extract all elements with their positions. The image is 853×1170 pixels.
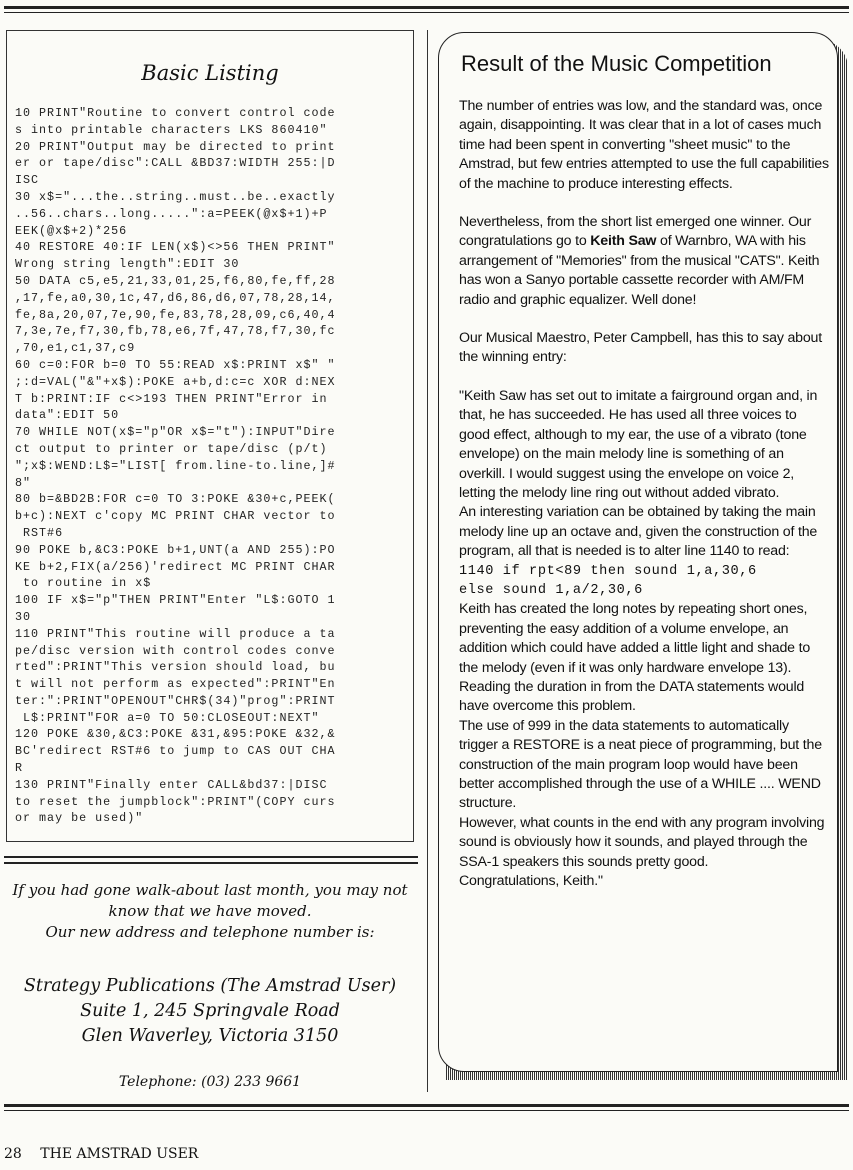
address-line-3: Glen Waverley, Victoria 3150 (81, 1026, 339, 1046)
address-line-1: Strategy Publications (The Amstrad User) (23, 976, 397, 996)
moved-line-2: know that we have moved. (108, 902, 312, 920)
winner-name: Keith Saw (590, 233, 657, 250)
page-footer (4, 1146, 198, 1162)
code-line-2: else sound 1,a/2,30,6 (459, 582, 643, 598)
address-line-2: Suite 1, 245 Springvale Road (80, 1001, 340, 1021)
basic-listing-box (6, 30, 414, 842)
separator-rule-1 (4, 856, 418, 858)
paragraph-1: The number of entries was low, and the standard was, once again, disappointing. It was clear that in a lot of cases much time had been spent in converting "sheet music" to the Amstrad, but few entries attempted to use the full capabilities of the machine to produce interesting effects. (459, 98, 829, 192)
page-number: 28 (4, 1146, 22, 1162)
code-line-1: 1140 if rpt<89 then sound 1,a,30,6 (459, 563, 757, 579)
paragraph-9: Congratulations, Keith." (459, 873, 603, 890)
article-title: Result of the Music Competition (461, 51, 772, 76)
bottom-rule-thin (4, 1110, 849, 1111)
column-divider (427, 30, 428, 1092)
listing-title: Basic Listing (141, 61, 279, 85)
moved-line-3: Our new address and telephone number is: (45, 923, 375, 941)
top-rule-thin (4, 12, 849, 13)
paragraph-3: Our Musical Maestro, Peter Campbell, has this to say about the winning entry: (459, 330, 822, 366)
paragraph-5: An interesting variation can be obtained by taking the main melody line up an octave and, given the construction of the program, all that is needed is to alter line 1140 to read: (459, 504, 818, 560)
article-body (459, 97, 831, 891)
top-rule (4, 6, 849, 9)
moved-notice (10, 880, 410, 943)
address-block (10, 974, 410, 1049)
paragraph-4: "Keith Saw has set out to imitate a fairground organ and, in that, he has succeeded. He has used all three voices to good effect, although to my ear, the use of a vibrato (tone envelope) on the main melody line is something of an overkill. I would suggest using the envelope on voice 2, letting the melody line ring out without added vibrato. (459, 387, 818, 501)
separator-rule-2 (4, 862, 418, 864)
basic-code-listing: 10 PRINT"Routine to convert control code s into printable characters LKS 860410" 20 PRINT"Output may be directed to print er or tape/disc":CALL &BD37:WIDTH 255:|D ISC 30 x$="...the..string..must..be..exactly ..56..chars..long.....":a=PEEK(@x$+1)+P EEK(@x$+2)*256 40 RESTORE 40:IF LEN(x$)<>56 THEN PRINT" Wrong string length":EDIT 30 50 DATA c5,e5,21,33,01,25,f6,80,fe,ff,28 ,17,fe,a0,30,1c,47,d6,86,d6,07,78,28,14, fe,8a,20,07,7e,90,fe,83,78,28,09,c6,40,4 7,3e,7e,f7,30,fb,78,e6,7f,47,78,f7,30,fc ,70,e1,c1,37,c9 60 c=0:FOR b=0 TO 55:READ x$:PRINT x$" " ;:d=VAL("&"+x$):POKE a+b,d:c=c XOR d:NEX T b:PRINT:IF c<>193 THEN PRINT"Error in data":EDIT 50 70 WHILE NOT(x$="p"OR x$="t"):INPUT"Dire ct output to printer or tape/disc (p/t) ";x$:WEND:L$="LIST[ from.line-to.line,]# 8" 80 b=&BD2B:FOR c=0 TO 3:POKE &30+c,PEEK( b+c):NEXT c'copy MC PRINT CHAR vector to RST#6 90 POKE b,&C3:POKE b+1,UNT(a AND 255):PO KE b+2,FIX(a/256)'redirect MC PRINT CHAR to routine in x$ 100 IF x$="p"THEN PRINT"Enter "L$:GOTO 1 30 110 PRINT"This routine will produce a ta pe/disc version with control codes conve rted":PRINT"This version should load, bu t will not perform as expected":PRINT"En ter:":PRINT"OPENOUT"CHR$(34)"prog":PRINT L$:PRINT"FOR a=0 TO 50:CLOSEOUT:NEXT" 120 POKE &30,&C3:POKE &31,&95:POKE &32,& BC'redirect RST#6 to jump to CAS OUT CHA R 130 PRINT"Finally enter CALL&bd37:|DISC to reset the jumpblock":PRINT"(COPY curs or may be used)" (15, 106, 336, 826)
paragraph-8: However, what counts in the end with any program involving sound is obviously how it sounds, and played through the SSA-1 speakers this sounds pretty good. (459, 814, 825, 870)
music-competition-panel (438, 32, 838, 1072)
paragraph-6: Keith has created the long notes by repeating short ones, preventing the easy addition of a volume envelope, an addition which could have added a little light and shade to the melody (even if it was only hardware envelope 13). Reading the duration in from the DATA statements would have overcome this problem. (459, 601, 811, 715)
publication-name: THE AMSTRAD USER (40, 1146, 199, 1162)
moved-line-1: If you had gone walk-about last month, you may not (12, 881, 408, 899)
paragraph-2: Nevertheless, from the short list emerged one winner. Our congratulations go to Keith Saw of Warnbro, WA with his arrangement of "Memories" from the musical "CATS". Keith has won a Sanyo portable cassette recorder with AM/FM radio and graphic equalizer. Well done! (459, 214, 820, 308)
paragraph-7: The use of 999 in the data statements to automatically trigger a RESTORE is a neat piece of programming, but the construction of the main program loop would have been better accomplished through the use of a WHILE .... WEND structure. (459, 717, 822, 812)
bottom-rule (4, 1104, 849, 1107)
telephone: Telephone: (03) 233 9661 (118, 1074, 302, 1090)
